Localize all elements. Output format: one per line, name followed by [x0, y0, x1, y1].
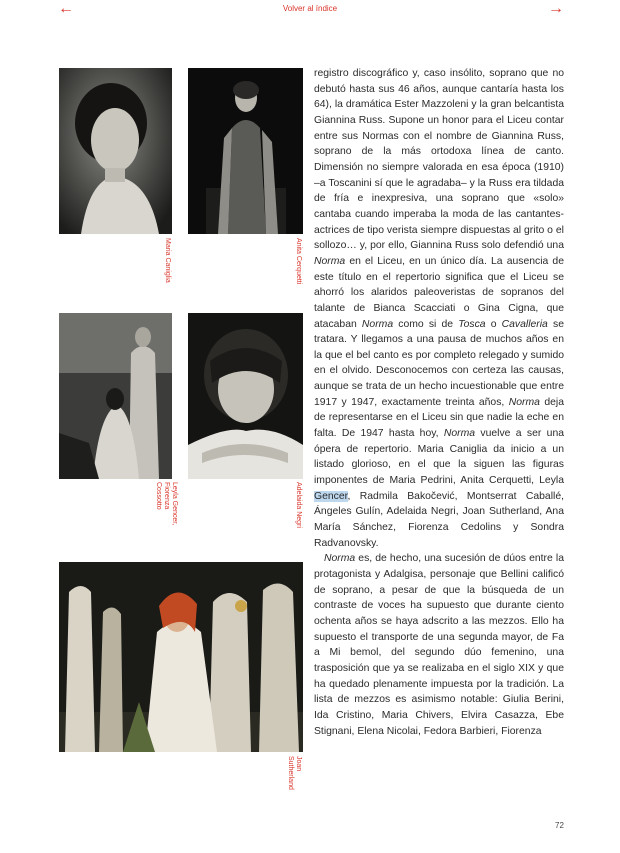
paragraph-1: registro discográfico y, caso insólito, soprano que no debutó hasta sus 46 años, aunque cantaría hasta los 64), la dramática Ester Mazzoleni y la gran belcantista Giannina Russ. Supone un honor para el Liceu contar entre sus Normas con el nombre de Giannina Russ, soprano de la más ortodoxa línea de canto. Dimensión no siempre valorada en esa época (1910) –a Toscanini sí que le agradaba– y la Russ era tildada de fría e inexpresiva, una soprano que «solo» cantaba cuando imperaba la moda de las cantantes-actrices de tipo verista siempre dispuestas al grito o el sollozo… y, por ello, Giannina Russ solo defendió una Norma en el Liceu, en un único día. La ausencia de este título en el repertorio significa que el Liceu se ahorró los alaridos paleoveristas de sopranos del talante de Bianca Scacciati o Gina Cigna, que atacaban Norma como si de Tosca o Cavalleria se tratara. Y llegamos a una pausa de muchos años en la que el bel canto es por completo relegado y sumido en el olvido. Desconocemos con certeza las causas, aunque se trata de un hecho incuestionable que entre 1917 y 1947, exactamente treinta años, Norma deja de representarse en el Liceu sin que nadie la eche en falta. De 1947 hasta hoy, Norma vuelve a ser una ópera de repertorio. Maria Caniglia da inicio a un listado glorioso, en el que la siguen las figuras imponentes de Maria Pedrini, Anita Cerquetti, Leyla Gencer, Radmila Bakočević, Montserrat Caballé, Ángeles Gulín, Adelaida Negri, Joan Sutherland, Ana María Sánchez, Fiorenza Cedolins y Sondra Radvanovsky. [314, 68, 564, 549]
back-to-index-link[interactable]: Volver al índice [282, 4, 338, 13]
photo-adelaida-negri [188, 313, 303, 479]
caption-maria-caniglia: Maria Caniglia [164, 238, 171, 283]
caption-anita-cerquetti: Anita Cerquetti [295, 238, 302, 285]
arrow-left-icon[interactable]: ← [58, 0, 74, 17]
caption-adelaida-negri: Adelaida Negri [295, 482, 302, 528]
caption-gencer-cossotto: Leyla Gencer, Fiorenza Cossotto [155, 482, 178, 526]
photo-anita-cerquetti [188, 68, 303, 234]
highlighted-word[interactable]: Gencer [314, 490, 348, 502]
photo-joan-sutherland [59, 562, 303, 752]
arrow-right-icon[interactable]: → [548, 0, 564, 17]
caption-joan-sutherland: Joan Sutherland [287, 756, 302, 790]
photo-maria-caniglia [59, 68, 172, 234]
paragraph-2: Norma es, de hecho, una sucesión de dúos entre la protagonista y Adalgisa, personaje que Bellini calificó de soprano, a pesar de que la búsqueda de un contraste de voces ha supuesto que durante ciento ochenta años se haya adscrito a las mezzos. Ello ha supuesto el transporte de una segunda mayor, de Fa a Mi bemol, del segundo dúo femenino, una trasposición que ya se realizaba en el siglo XIX y que ha quedado plenamente impuesta por la tradición. La lista de mezzos es asimismo notable: Giulia Berini, Ida Cristino, Maria Chivers, Elvira Casazza, Ebe Stignani, Elena Nicolai, Fedora Barbieri, Fiorenza [314, 553, 564, 737]
photo-gencer-cossotto [59, 313, 172, 479]
top-navigation [0, 0, 620, 20]
page-number: 72 [555, 821, 564, 830]
article-body [314, 66, 564, 739]
